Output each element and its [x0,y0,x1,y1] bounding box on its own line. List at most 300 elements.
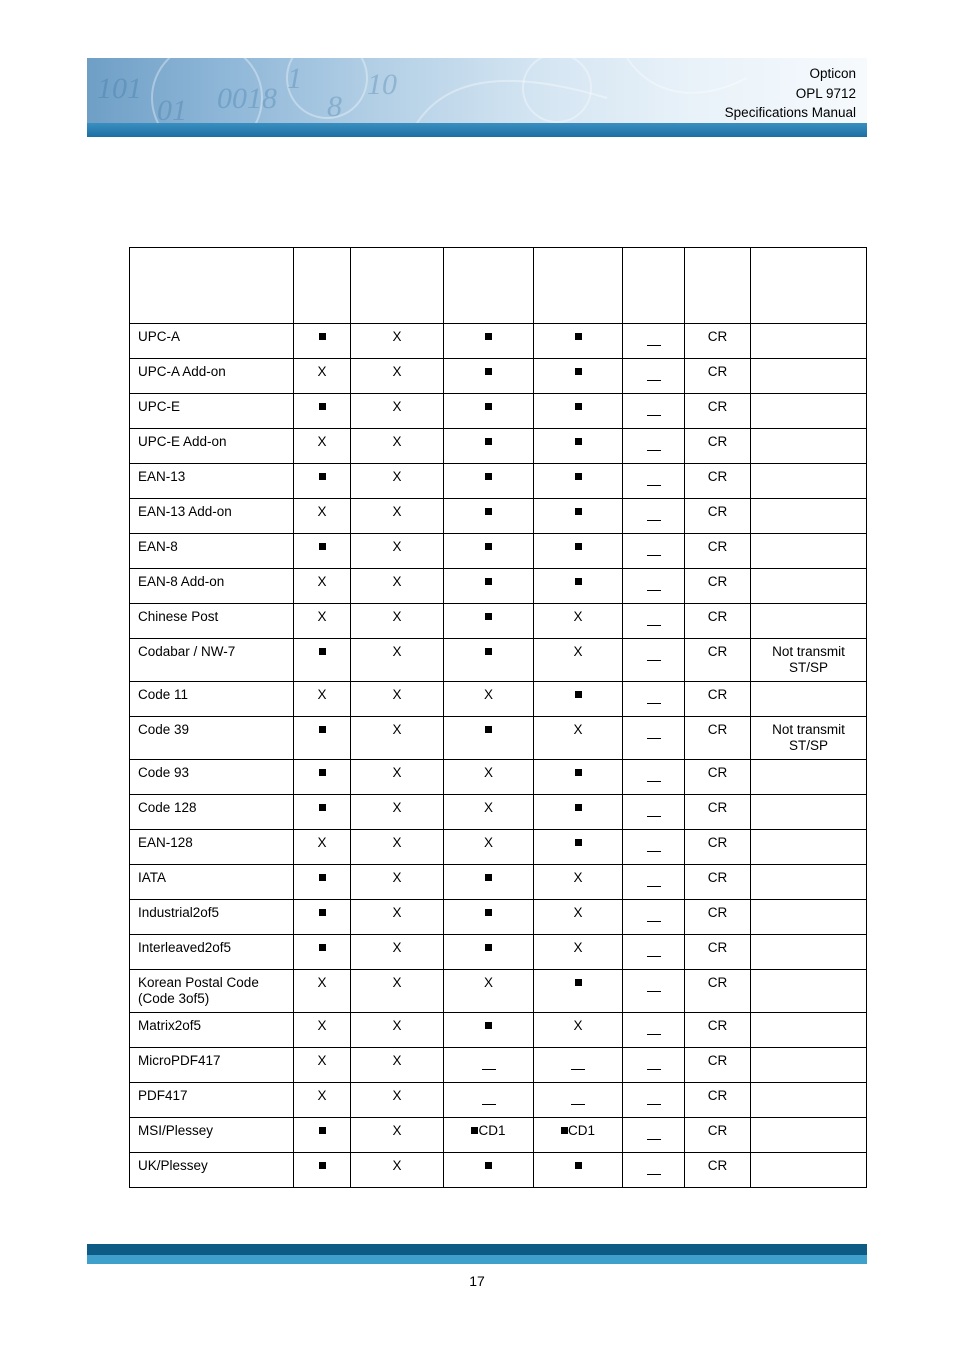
enabled-square-marker [294,1153,350,1174]
table-cell-c5 [623,717,685,760]
cell-text: CR [707,1123,728,1138]
symbology-name: Industrial2of5 [138,905,220,920]
table-cell-c6 [685,359,751,394]
table-cell-c6 [685,830,751,865]
symbology-name-cell [130,935,294,970]
table-cell-c2 [351,639,444,682]
table-cell-c7 [751,682,867,717]
cell-text: X [392,1158,402,1173]
table-cell-c7 [751,359,867,394]
table-cell-c1 [294,760,351,795]
square-marker-icon [319,648,326,655]
footer-bar-light [87,1255,867,1264]
table-cell-c7 [751,760,867,795]
dash-marker-icon [647,781,661,782]
cell-text [751,324,866,329]
table-cell-c2 [351,359,444,394]
dash-marker [623,900,684,922]
table-cell-c1 [294,717,351,760]
dash-marker [623,499,684,521]
table-cell-c7 [751,970,867,1013]
table-row [130,900,867,935]
cell-text [751,359,866,364]
square-marker-icon [575,438,582,445]
cell-text: CR [707,1088,728,1103]
dash-marker-icon [647,450,661,451]
cell-text: X [317,835,327,850]
table-cell-c1 [294,534,351,569]
square-marker-icon [485,909,492,916]
square-marker-icon [485,473,492,480]
dash-marker [623,639,684,661]
cell-text: CR [707,644,728,659]
cell-text: X [317,364,327,379]
cell-text [751,1153,866,1158]
table-cell-c3 [444,1048,534,1083]
table-cell-c4 [534,569,623,604]
cell-text: X [573,609,583,624]
header-model: OPL 9712 [795,85,856,101]
table-cell-c3 [444,639,534,682]
svg-text:8: 8 [327,90,342,123]
symbology-name-cell [130,1118,294,1153]
table-cell-c2 [351,534,444,569]
dash-marker-icon [647,1104,661,1105]
square-marker-icon [575,578,582,585]
dash-marker-icon [647,1069,661,1070]
symbology-name: EAN-128 [138,835,193,850]
enabled-square-marker [534,499,622,520]
dash-marker [534,1048,622,1070]
dash-marker-icon [482,1069,496,1070]
table-cell-c5 [623,1153,685,1188]
square-marker-icon [319,874,326,881]
table-cell-c7 [751,865,867,900]
symbology-name: IATA [138,870,167,885]
dash-marker-icon [647,345,661,346]
header-cell [444,248,534,324]
cell-text [751,534,866,539]
symbology-name-cell [130,865,294,900]
cell-text: CR [707,574,728,589]
header-cell [351,248,444,324]
cell-text: X [392,504,402,519]
header-cell [534,248,623,324]
cell-text: X [573,1018,583,1033]
table-cell-c2 [351,935,444,970]
cell-text [751,394,866,399]
dash-marker [623,604,684,626]
table-cell-c5 [623,639,685,682]
table-cell-c7 [751,1013,867,1048]
cell-text: X [483,835,493,850]
table-cell-c4 [534,604,623,639]
symbology-name-cell [130,569,294,604]
cell-text [751,970,866,975]
table-cell-c6 [685,464,751,499]
table-cell-c3 [444,970,534,1013]
enabled-square-marker [534,394,622,415]
table-row [130,760,867,795]
square-marker-icon [319,769,326,776]
svg-text:01: 01 [157,94,187,123]
table-cell-c4 [534,865,623,900]
table-cell-c2 [351,1048,444,1083]
table-cell-c1 [294,1118,351,1153]
svg-text:101: 101 [97,72,142,105]
cell-text: Not transmit ST/SP [772,722,845,753]
cell-text: X [392,609,402,624]
symbology-name-cell [130,717,294,760]
symbology-name-cell [130,499,294,534]
cell-text: X [392,835,402,850]
cell-text [751,795,866,800]
enabled-square-marker [534,682,622,703]
square-marker-icon [319,909,326,916]
table-cell-c4 [534,534,623,569]
table-cell-c5 [623,534,685,569]
cell-text: X [483,765,493,780]
table-cell-c5 [623,1013,685,1048]
cell-text: CR [707,1018,728,1033]
symbology-name: MSI/Plessey [138,1123,214,1138]
table-row [130,830,867,865]
dash-marker [444,1083,533,1105]
square-marker-icon [575,839,582,846]
enabled-square-marker [444,324,533,345]
table-cell-c7 [751,1153,867,1188]
dash-marker-icon [647,851,661,852]
table-cell-c5 [623,830,685,865]
table-cell-c5 [623,464,685,499]
header-cell [130,248,294,324]
cell-text: X [392,399,402,414]
dash-marker-icon [647,703,661,704]
symbology-name-cell [130,1048,294,1083]
square-marker-icon [319,944,326,951]
table-cell-c6 [685,604,751,639]
cell-text: X [392,687,402,702]
square-marker-icon [319,543,326,550]
table-cell-c3 [444,1013,534,1048]
cell-text [751,1118,866,1123]
table-cell-c6 [685,1118,751,1153]
table-cell-c7 [751,1118,867,1153]
dash-marker-icon [647,555,661,556]
table-cell-c7 [751,717,867,760]
cell-text: X [392,940,402,955]
table-row [130,1013,867,1048]
dash-marker [623,1083,684,1105]
table-cell-c4 [534,1118,623,1153]
dash-marker [623,464,684,486]
cell-text: CR [707,835,728,850]
square-marker-icon [485,1162,492,1169]
enabled-square-marker [444,935,533,956]
table-cell-c7 [751,464,867,499]
dash-marker [623,324,684,346]
cell-text: CR [707,434,728,449]
svg-text:1: 1 [287,62,302,95]
table-cell-c3 [444,429,534,464]
table-cell-c1 [294,359,351,394]
table-cell-c2 [351,830,444,865]
cell-text: X [392,975,402,990]
symbology-name-cell [130,464,294,499]
table-cell-c1 [294,830,351,865]
enabled-square-marker [534,569,622,590]
enabled-square-marker [534,795,622,816]
table-cell-c6 [685,970,751,1013]
table-cell-c4 [534,795,623,830]
square-marker-icon [575,508,582,515]
cell-text: X [573,940,583,955]
enabled-square-marker [534,324,622,345]
table-row [130,604,867,639]
table-cell-c1 [294,795,351,830]
square-marker-icon [485,368,492,375]
table-cell-c6 [685,1013,751,1048]
cell-text: CR [707,539,728,554]
enabled-square-marker [534,359,622,380]
table-cell-c7 [751,830,867,865]
dash-marker [623,830,684,852]
enabled-square-marker [534,534,622,555]
cell-text: CR [707,870,728,885]
table-cell-c7 [751,639,867,682]
enabled-square-marker [444,499,533,520]
table-cell-c3 [444,394,534,429]
cell-text: X [573,644,583,659]
cell-text: X [392,364,402,379]
table-cell-c1 [294,682,351,717]
square-marker-icon [485,874,492,881]
cell-text: CR [707,364,728,379]
cell-text: X [392,870,402,885]
cell-text: X [317,975,327,990]
dash-marker-icon [647,738,661,739]
symbology-name-cell [130,1083,294,1118]
enabled-square-marker [444,865,533,886]
table-cell-c6 [685,935,751,970]
table-cell-c2 [351,795,444,830]
table-row [130,970,867,1013]
table-row [130,639,867,682]
table-cell-c1 [294,499,351,534]
table-cell-c2 [351,970,444,1013]
table-cell-c1 [294,604,351,639]
table-cell-c3 [444,830,534,865]
square-marker-icon [575,333,582,340]
table-cell-c5 [623,569,685,604]
table-cell-c6 [685,717,751,760]
symbology-table [129,247,867,1188]
table-cell-c4 [534,499,623,534]
table-cell-c4 [534,1048,623,1083]
table-cell-c1 [294,1048,351,1083]
symbology-name: UPC-E Add-on [138,434,227,449]
table-cell-c2 [351,760,444,795]
table-cell-c4 [534,324,623,359]
cell-text: X [317,1053,327,1068]
enabled-square-marker [534,970,622,991]
cell-text: X [317,609,327,624]
table-cell-c3 [444,1083,534,1118]
cell-text: X [392,1123,402,1138]
table-cell-c7 [751,795,867,830]
cell-text: X [392,469,402,484]
square-marker-icon [319,1127,326,1134]
symbology-name: Interleaved2of5 [138,940,232,955]
dash-marker-icon [647,991,661,992]
cell-text: X [317,434,327,449]
table-row [130,534,867,569]
table-cell-c6 [685,760,751,795]
cell-text [751,1013,866,1018]
cell-text: X [573,722,583,737]
cell-text: CR [707,687,728,702]
table-cell-c6 [685,534,751,569]
square-marker-icon [319,403,326,410]
enabled-square-marker [534,429,622,450]
cell-text: X [392,329,402,344]
dash-marker-icon [647,1174,661,1175]
header-text [725,64,856,123]
table-row [130,795,867,830]
cell-text: X [483,687,493,702]
table-cell-c4 [534,900,623,935]
dash-marker [623,1013,684,1035]
square-marker-icon [485,726,492,733]
cell-text: X [317,1088,327,1103]
cell-text: X [392,765,402,780]
cell-text [751,1083,866,1088]
square-marker-icon [575,543,582,550]
symbology-name: EAN-13 [138,469,186,484]
table-cell-c1 [294,935,351,970]
dash-marker-icon [647,380,661,381]
symbology-name-cell [130,534,294,569]
dash-marker [623,682,684,704]
cell-text: X [317,504,327,519]
cell-text [751,682,866,687]
cell-suffix-text: CD1 [478,1123,506,1138]
table-cell-c6 [685,900,751,935]
cell-text: CR [707,609,728,624]
cell-text: X [483,800,493,815]
square-marker-icon [485,403,492,410]
dash-marker [623,1153,684,1175]
table-cell-c1 [294,970,351,1013]
table-cell-c2 [351,900,444,935]
enabled-square-marker [294,717,350,738]
cell-text: X [392,722,402,737]
header-cell [623,248,685,324]
square-marker-icon [485,333,492,340]
cell-text: X [392,434,402,449]
table-cell-c5 [623,604,685,639]
table-cell-c5 [623,970,685,1013]
svg-text:10: 10 [367,68,397,101]
cell-text: CR [707,1053,728,1068]
table-cell-c3 [444,324,534,359]
table-cell-c4 [534,1153,623,1188]
table-cell-c3 [444,900,534,935]
symbology-name-cell [130,639,294,682]
cell-text [751,464,866,469]
square-marker-icon [319,473,326,480]
table-cell-c1 [294,639,351,682]
dash-marker-icon [482,1104,496,1105]
table-cell-c5 [623,324,685,359]
cell-suffix-text: CD1 [567,1123,595,1138]
table-cell-c1 [294,1013,351,1048]
table-row [130,464,867,499]
symbology-name-cell [130,830,294,865]
table-cell-c2 [351,1118,444,1153]
page-number: 17 [469,1273,485,1289]
symbology-name-cell [130,760,294,795]
dash-marker-icon [647,816,661,817]
header-manual-title: Specifications Manual [724,105,856,120]
cell-text: CR [707,469,728,484]
square-marker-icon [575,1162,582,1169]
table-cell-c4 [534,464,623,499]
cell-text: X [317,574,327,589]
symbology-name: Code 128 [138,800,197,815]
table-row [130,1118,867,1153]
table-cell-c4 [534,760,623,795]
svg-text:0018: 0018 [217,82,277,115]
table-cell-c1 [294,569,351,604]
table-cell-c4 [534,394,623,429]
cell-text: X [392,539,402,554]
table-cell-c3 [444,1118,534,1153]
symbology-name: EAN-8 Add-on [138,574,225,589]
enabled-square-marker [444,464,533,485]
table-cell-c4 [534,429,623,464]
table-cell-c2 [351,1083,444,1118]
table-cell-c6 [685,569,751,604]
table-header-row [130,248,867,324]
table-cell-c6 [685,429,751,464]
table-row [130,569,867,604]
table-cell-c3 [444,795,534,830]
cell-text [751,760,866,765]
table-cell-c2 [351,499,444,534]
cell-text: X [392,574,402,589]
dash-marker [623,760,684,782]
table-cell-c4 [534,1083,623,1118]
enabled-square-marker [294,464,350,485]
square-marker-icon [575,979,582,986]
enabled-square-marker [444,1118,533,1139]
cell-text: X [392,1088,402,1103]
dash-marker [623,534,684,556]
symbology-name-cell [130,324,294,359]
dash-marker [623,865,684,887]
square-marker-icon [485,578,492,585]
enabled-square-marker [444,1013,533,1034]
dash-marker [623,935,684,957]
table-row [130,359,867,394]
header-banner [87,58,867,123]
enabled-square-marker [444,429,533,450]
table-cell-c6 [685,1153,751,1188]
cell-text: X [392,800,402,815]
table-row [130,717,867,760]
cell-text: X [392,1018,402,1033]
